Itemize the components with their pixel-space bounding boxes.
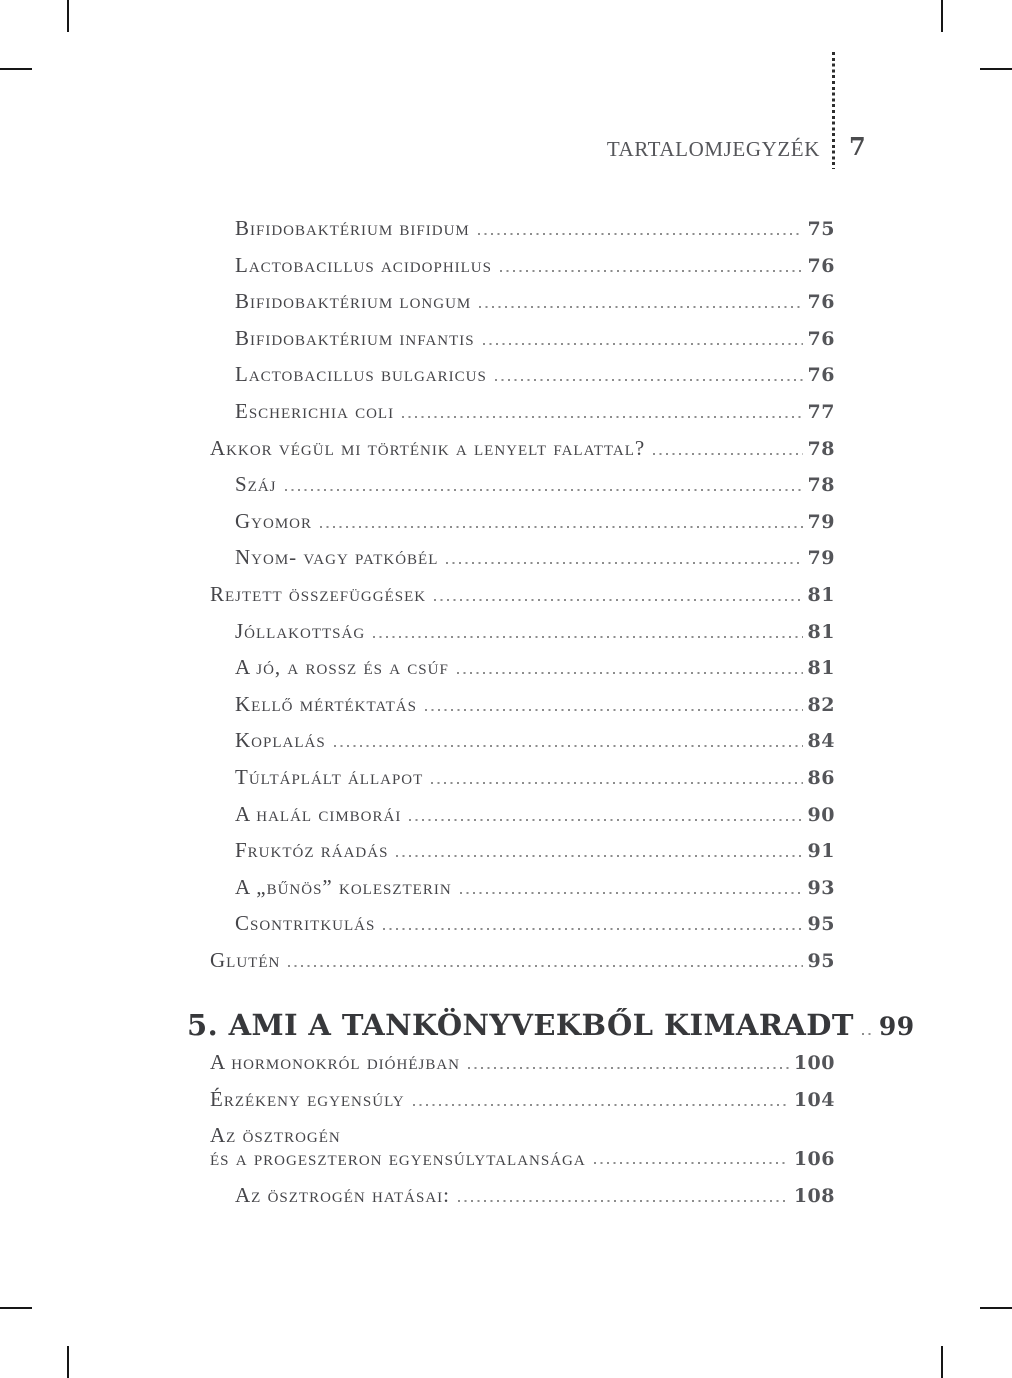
toc-entry-title: Az ösztrogén hatásai: <box>235 1182 450 1207</box>
toc-entry-title-line: és a progeszteron egyensúlytalansága <box>210 1145 586 1170</box>
crop-mark <box>67 0 69 32</box>
toc-entry-row <box>187 649 835 686</box>
toc-entry-title: Száj <box>235 472 277 497</box>
dot-leader <box>468 1067 789 1069</box>
toc-entry-row <box>187 576 835 613</box>
toc-entry-page-number: 95 <box>807 949 835 972</box>
toc-entry-page-number: 76 <box>807 364 835 387</box>
toc-entry-row <box>187 539 835 576</box>
toc-entry-page-number: 79 <box>807 510 835 533</box>
dot-leader <box>862 1033 874 1035</box>
toc-entry-title <box>210 1124 586 1170</box>
toc-entry-page-number: 81 <box>807 620 835 643</box>
toc-entry-title: A hormonokról dióhéjban <box>210 1050 461 1075</box>
toc-entry-title: Glutén <box>210 947 281 972</box>
toc-entry-page-number: 78 <box>807 474 835 497</box>
running-head-title: TARTALOMJEGYZÉK <box>606 137 820 161</box>
toc-entry-row <box>187 613 835 650</box>
toc-entry-page-number: 76 <box>807 254 835 277</box>
toc-entry-row <box>187 1118 835 1170</box>
toc-entry-page-number: 82 <box>807 693 835 716</box>
toc-entry-row <box>187 1044 835 1081</box>
toc-entry-page-number: 90 <box>807 803 835 826</box>
toc-entry-row <box>187 320 835 357</box>
dot-leader <box>396 855 802 857</box>
dot-leader <box>446 562 802 564</box>
crop-mark <box>980 1307 1012 1309</box>
toc-entry-title: Escherichia coli <box>235 398 395 423</box>
toc-list <box>187 210 915 1213</box>
toc-entry-title: Túltáplált állapot <box>235 764 424 789</box>
dot-leader <box>383 928 802 930</box>
folio-page-number: 7 <box>849 132 866 161</box>
crop-mark <box>980 68 1012 70</box>
dot-leader <box>434 599 802 601</box>
toc-entry-title: Rejtett összefüggések <box>210 581 427 606</box>
toc-entry-title: A jó, a rossz és a csúf <box>235 655 449 680</box>
toc-entry-page-number: 79 <box>807 547 835 570</box>
toc-entry-title: Akkor végül mi történik a lenyelt falattal? <box>210 435 646 460</box>
dot-leader <box>320 526 803 528</box>
dot-leader <box>402 416 802 418</box>
toc-chapter-row <box>187 978 915 1044</box>
dot-leader <box>483 343 803 345</box>
dot-leader <box>594 1162 789 1164</box>
toc-entry-row <box>187 1177 835 1214</box>
toc-entry-row <box>187 1081 835 1118</box>
dot-leader <box>500 270 803 272</box>
toc-entry-page-number: 93 <box>807 876 835 899</box>
toc-entry-page-number: 76 <box>807 327 835 350</box>
dot-leader <box>285 489 803 491</box>
toc-entry-title: A halál cimborái <box>235 801 402 826</box>
toc-entry-row <box>187 430 835 467</box>
toc-entry-title: Érzékeny egyensúly <box>210 1087 405 1112</box>
toc-entry-row <box>187 210 835 247</box>
toc-entry-row <box>187 356 835 393</box>
toc-entry-title: Nyom- vagy patkóbél <box>235 545 439 570</box>
toc-entry-page-number: 81 <box>807 583 835 606</box>
toc-entry-title: Bifidobaktérium infantis <box>235 325 475 350</box>
toc-entry-title: Csontritkulás <box>235 911 376 936</box>
toc-entry-title: Bifidobaktérium bifidum <box>235 216 470 240</box>
toc-entry-page-number: 84 <box>807 730 835 753</box>
crop-mark <box>0 1307 32 1309</box>
toc-entry-row <box>187 686 835 723</box>
toc-entry-row <box>187 905 835 942</box>
toc-entry-row <box>187 283 835 320</box>
header-dotted-divider <box>832 52 835 169</box>
toc-entry-title: Lactobacillus acidophilus <box>235 252 492 277</box>
toc-entry-row <box>187 869 835 906</box>
toc-chapter-title: 5. AMI A TANKÖNYVEKBŐL KIMARADT <box>187 1008 854 1043</box>
toc-entry-page-number: 104 <box>793 1089 835 1112</box>
dot-leader <box>460 892 803 894</box>
toc-entry-title: Jóllakottság <box>235 618 366 643</box>
toc-entry-page-number: 86 <box>807 766 835 789</box>
toc-entry-row <box>187 796 835 833</box>
toc-entry-page-number: 91 <box>807 840 835 863</box>
toc-entry-title: Bifidobaktérium longum <box>235 289 472 314</box>
dot-leader <box>409 819 802 821</box>
dot-leader <box>457 672 803 674</box>
crop-mark <box>941 0 943 32</box>
toc-entry-page-number: 75 <box>807 218 835 240</box>
toc-entry-title: Fruktóz ráadás <box>235 838 389 863</box>
dot-leader <box>458 1200 789 1202</box>
toc-entry-row <box>187 466 835 503</box>
dot-leader <box>373 636 802 638</box>
toc-entry-row <box>187 722 835 759</box>
toc-entry-page-number: 108 <box>793 1184 835 1207</box>
dot-leader <box>425 709 803 711</box>
toc-entry-row <box>187 942 835 979</box>
toc-entry-page-number: 100 <box>793 1052 835 1075</box>
toc-entry-row <box>187 503 835 540</box>
toc-entry-page-number: 78 <box>807 437 835 460</box>
toc-entry-row <box>187 832 835 869</box>
crop-mark <box>941 1346 943 1378</box>
toc-entry-page-number: 99 <box>878 1012 915 1042</box>
dot-leader <box>653 453 802 455</box>
toc-entry-page-number: 81 <box>807 657 835 680</box>
toc-entry-title: Gyomor <box>235 508 313 533</box>
crop-mark <box>0 68 32 70</box>
toc-entry-title: Kellő mértéktatás <box>235 691 417 716</box>
dot-leader <box>288 965 802 967</box>
toc-entry-page-number: 77 <box>807 400 835 423</box>
toc-entry-page-number: 76 <box>807 291 835 314</box>
toc-entry-row <box>187 759 835 796</box>
toc-entry-title-line: Az ösztrogén <box>210 1122 341 1147</box>
dot-leader <box>334 745 803 747</box>
toc-entry-row <box>187 247 835 284</box>
dot-leader <box>479 306 802 308</box>
toc-entry-title: A „bűnös” koleszterin <box>235 874 452 899</box>
toc-entry-title: Koplalás <box>235 728 326 753</box>
dot-leader <box>413 1104 789 1106</box>
crop-mark <box>67 1346 69 1378</box>
toc-entry-page-number: 106 <box>793 1147 835 1170</box>
toc-entry-row <box>187 393 835 430</box>
dot-leader <box>495 379 803 381</box>
toc-entry-page-number: 95 <box>807 913 835 936</box>
dot-leader <box>431 782 802 784</box>
dot-leader <box>478 233 803 235</box>
toc-entry-title: Lactobacillus bulgaricus <box>235 362 487 387</box>
